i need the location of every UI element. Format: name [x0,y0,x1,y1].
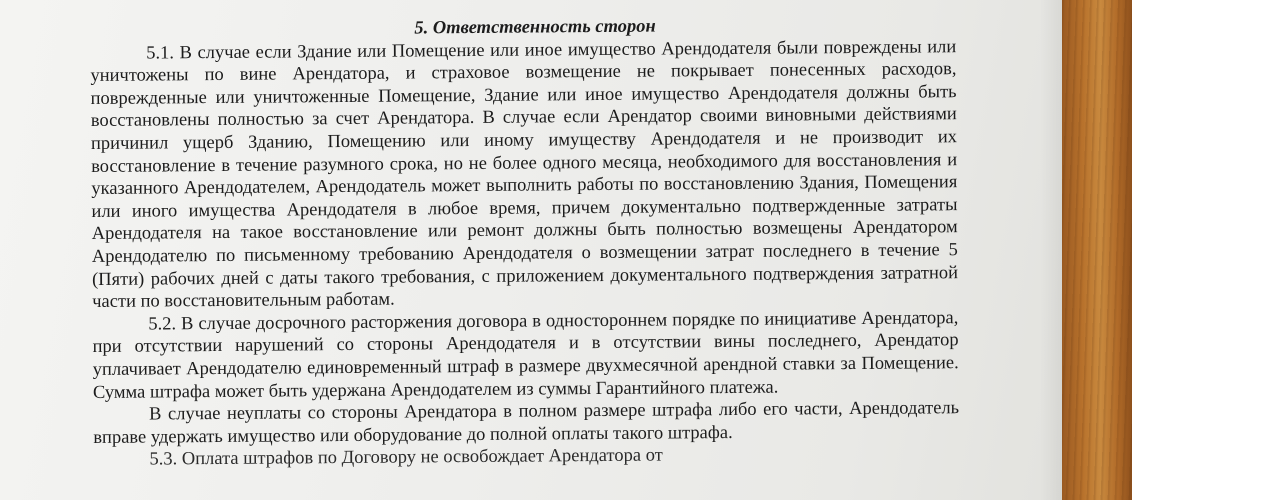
section-heading: 5. Ответственность сторон [414,16,656,39]
paragraph-5-1: 5.1. В случае если Здание или Помещение или иное имущество Арендодателя были повреждены или уничтожены по вине Арендатора, и страховое возмещение не покрывает понесенных расходов, поврежденные или уничтоженные Помещение, Здание или иное имущество Арендодателя должны быть восстановлены полностью за счет Арендатора. В случае если Арендатор своими виновными действиями причинил ущерб Зданию, Помещению или иному имуществу Арендодателя и не производит их восстановление в течение разумного срока, но не более одного месяца, необходимого для восстановления и указанного Арендодателем, Арендодатель может выполнить работы по восстановлению Здания, Помещения или иного имущества Арендодателя в любое время, причем документально подтвержденные затраты Арендодателя на такое восстановление или ремонт должны быть полностью возмещены Арендатором Арендодателю по письменному требованию Арендодателя о возмещении затрат последнего в течение 5 (Пяти) рабочих дней с даты такого требования, с приложением документального подтверждения затратной части по восстановительным работам. [90,36,959,313]
paragraph-5-2: 5.2. В случае досрочного расторжения договора в одностороннем порядке по инициативе Арендатора, при отсутствии нарушений со стороны Арендодателя и в отсутствии вины последнего, Арендатор уплачивает Арендодателю единовременный штраф в размере двухмесячной арендной ставки за Помещение. Сумма штрафа может быть удержана Арендодателем из суммы Гарантийного платежа. [92,307,959,403]
contract-text [90,13,960,472]
paragraph-5-3-partial: 5.3. Оплата штрафов по Договору не освобождает Арендатора от [149,445,663,470]
wood-grain [1062,0,1132,500]
paragraph-nonpayment: В случае неуплаты со стороны Арендатора в полном размере штрафа либо его части, Арендодатель вправе удержать имущество или оборудование до полной оплаты такого штрафа. [93,398,960,448]
